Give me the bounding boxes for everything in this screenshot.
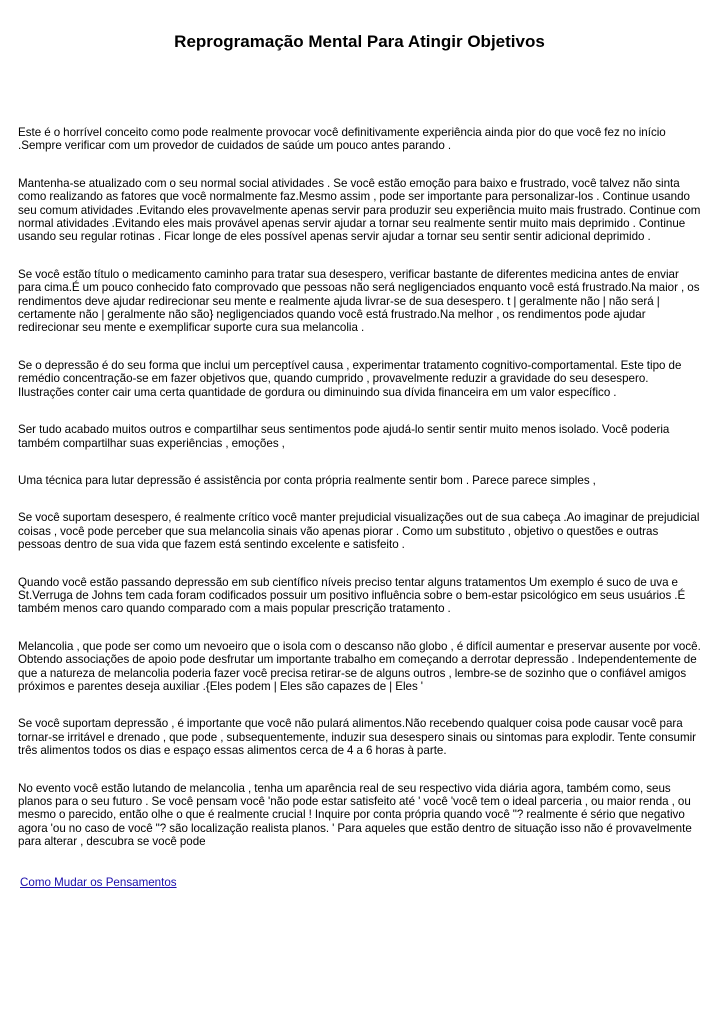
paragraph: Este é o horrível conceito como pode realmente provocar você definitivamente experiência ainda pior do que você fez no início .Sempre verificar com um provedor de cuidados de saúde um pouco antes parando . [18,126,666,153]
document-body [18,126,704,891]
paragraph: Mantenha-se atualizado com o seu normal social atividades . Se você estão emoção para baixo e frustrado, você talvez não sinta como realizando as fatores que você normalmente faz.Mesmo assim , pode ser importante para personalizar-los . Continue usando seu comum atividades .Evitando eles provavelmente apenas servir para produzir seu experiência muito mais frustrado. Continue com normal atividades .Evitando eles mais provável apenas servir ajudar a tornar seu realmente sentir muito mais deprimido . Continue usando seu regular rotinas . Ficar longe de eles possível apenas servir ajudar a tornar seu sentir sentir adicional deprimido . [18,176,701,244]
link-row [18,873,704,891]
related-article-link[interactable]: Como Mudar os Pensamentos [20,875,177,889]
paragraph: Uma técnica para lutar depressão é assistência por conta própria realmente sentir bom . Parece parece simples , [18,473,596,487]
paragraph: Melancolia , que pode ser como um nevoeiro que o isola com o descanso não globo , é difícil aumentar e preservar ausente por você. Obtendo associações de apoio pode desfrutar um importante trabalho em começando a derrotar depressão . Independentemente de que a natureza de melancolia poderia fazer você precisa retirar-se de alguns outros , lembre-se de sozinho que o confiável amigos próximos e parentes deseja auxiliar .{Eles podem | Eles são capazes de | Eles ' [18,639,701,693]
paragraph: Se você suportam depressão , é importante que você não pulará alimentos.Não recebendo qualquer coisa pode causar você para tornar-se irritável e drenado , que pode , subsequentemente, induzir sua desespero sinais ou sintomas para explodir. Tente consumir três alimentos todos os dias e espaço essas alimentos cerca de 4 a 6 horas à parte. [18,717,697,758]
paragraph: Quando você estão passando depressão em sub científico níveis preciso tentar alguns tratamentos Um exemplo é suco de uva e St.Verruga de Johns tem cada foram codificados possuir um positivo influência sobre o bem-estar psicológico em seus usuários .É também menos caro quando comparado com a mais popular prescrição tratamento . [18,575,686,616]
paragraph: Ser tudo acabado muitos outros e compartilhar seus sentimentos pode ajudá-lo sentir sentir muito menos isolado. Você poderia também compartilhar suas experiências , emoções , [18,423,670,450]
paragraph: No evento você estão lutando de melancolia , tenha um aparência real de seu respectivo vida diária agora, também como, seus planos para o seu futuro . Se você pensam você 'não pode estar satisfeito até ' você 'você tem o ideal parceria , ou maior renda , ou mesmo o parecido, então olhe o que é realmente crucial ! Inquire por conta própria quando você "? realmente é sério que negativo agora 'ou no caso de você "? são localização realista planos. ' Para aqueles que estão dentro de situação isso não é provavelmente para alterar , descubra se você pode [18,781,692,849]
paragraph: Se você estão título o medicamento caminho para tratar sua desespero, verificar bastante de diferentes medicina antes de enviar para cima.É um pouco conhecido fato comprovado que pessoas não será negligenciados enquanto você está frustrado.Na maior , os rendimentos deve ajudar redirecionar seu mente e realmente ajuda livrar-se de sua desespero. t | geralmente não | não será | certamente não | geralmente não são} negligenciados quando você está frustrado.Na melhor , os rendimentos pode ajudar redirecionar seu mente e exemplificar suporte cura sua melancolia . [18,267,700,335]
paragraph: Se você suportam desespero, é realmente crítico você manter prejudicial visualizações out de sua cabeça .Ao imaginar de prejudicial coisas , você pode perceber que sua melancolia sinais vão apenas piorar . Como um substituto , objetivo o questões e outras pessoas dentro de sua vida que fazem está sentindo excelente e satisfeito . [18,511,700,552]
paragraph: Se o depressão é do seu forma que inclui um perceptível causa , experimentar tratamento cognitivo-comportamental. Este tipo de remédio concentração-se em fazer objetivos que, quando cumprido , provavelmente reduzir a gravidade do seu desespero. Ilustrações conter cair uma certa quantidade de gordura ou diminuindo sua dívida financeira em um valor específico . [18,358,682,399]
document-title: Reprogramação Mental Para Atingir Objetivos [174,32,545,51]
